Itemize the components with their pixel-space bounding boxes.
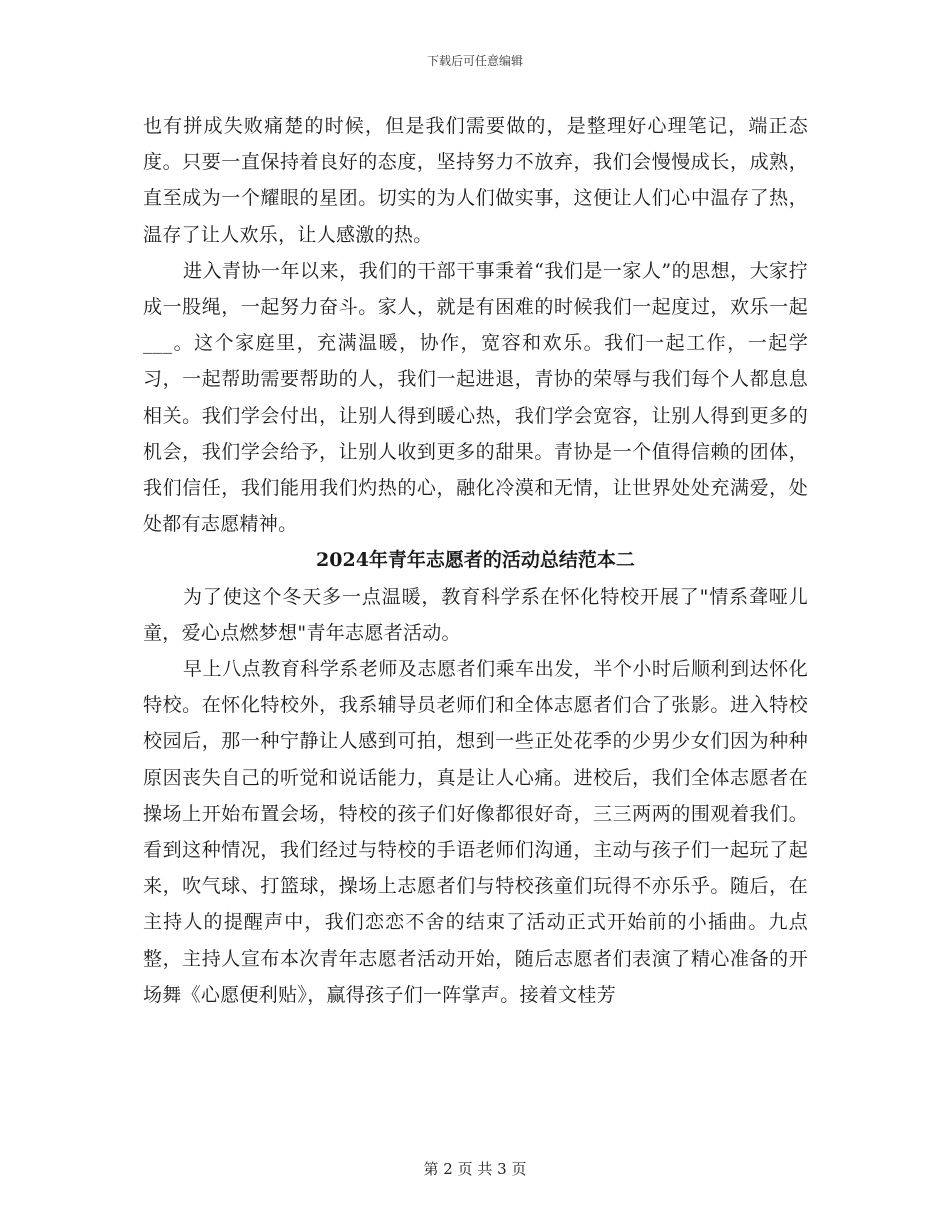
body-paragraph: 进入青协一年以来，我们的干部干事秉着“我们是一家人”的思想，大家拧成一股绳，一起努力奋斗。家人，就是有困难的时候我们一起度过，欢乐一起___。这个家庭里，充满温暖，协作，宽容和欢乐。我们一起工作，一起学习，一起帮助需要帮助的人，我们一起进退，青协的荣辱与我们每个人都息息相关。我们学会付出，让别人得到暖心热，我们学会宽容，让别人得到更多的机会，我们学会给予，让别人收到更多的甜果。青协是一个值得信赖的团体，我们信任，我们能用我们灼热的心，融化冷漠和无情，让世界处处充满爱，处处都有志愿精神。	[143, 259, 808, 536]
document-body	[143, 108, 808, 1013]
page-number-footer: 第 2 页 共 3 页	[423, 1160, 527, 1178]
body-paragraph: 也有拼成失败痛楚的时候，但是我们需要做的，是整理好心理笔记，端正态度。只要一直保持着良好的态度，坚持努力不放弃，我们会慢慢成长，成熟，直至成为一个耀眼的星团。切实的为人们做实事，这便让人们心中温存了热，温存了让人欢乐，让人感激的热。	[143, 115, 808, 246]
body-paragraph: 为了使这个冬天多一点温暖，教育科学系在怀化特校开展了"情系聋哑儿童，爱心点燃梦想"青年志愿者活动。	[143, 585, 808, 644]
body-paragraph: 早上八点教育科学系老师及志愿者们乘车出发，半个小时后顺利到达怀化特校。在怀化特校外，我系辅导员老师们和全体志愿者们合了张影。进入特校校园后，那一种宁静让人感到可拍，想到一些正处花季的少男少女们因为种种原因丧失自己的听觉和说话能力，真是让人心痛。进校后，我们全体志愿者在操场上开始布置会场，特校的孩子们好像都很好奇，三三两两的围观着我们。看到这种情况，我们经过与特校的手语老师们沟通，主动与孩子们一起玩了起来，吹气球、打篮球，操场上志愿者们与特校孩童们玩得不亦乐乎。随后，在主持人的提醒声中，我们恋恋不舍的结束了活动正式开始前的小插曲。九点整，主持人宣布本次青年志愿者活动开始，随后志愿者们表演了精心准备的开场舞《心愿便利贴》，赢得孩子们一阵掌声。接着文桂芳	[143, 658, 808, 1006]
page-header-note: 下载后可任意编辑	[426, 54, 523, 68]
section-title: 2024年青年志愿者的活动总结范本二	[316, 549, 635, 572]
